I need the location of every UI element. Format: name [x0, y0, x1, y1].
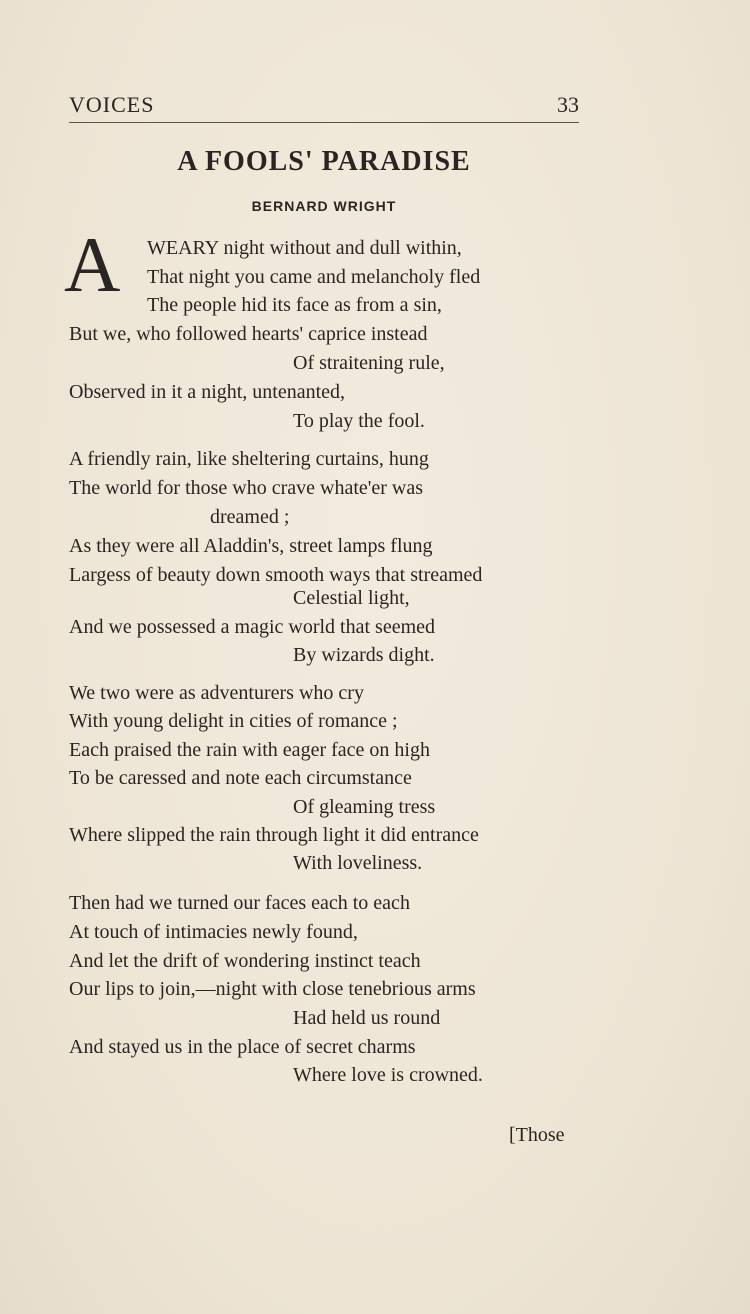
poem-line: As they were all Aladdin's, street lamps flung	[69, 535, 433, 557]
catchword: [Those	[509, 1124, 565, 1146]
running-head-title: VOICES	[69, 92, 155, 117]
poem-line: Where slipped the rain through light it did entrance	[69, 824, 479, 846]
poem-line: Celestial light,	[293, 587, 410, 609]
poem-line: And we possessed a magic world that seemed	[69, 616, 436, 638]
poem-line: WEARY night without and dull within,	[147, 237, 462, 259]
poem-line: Of straitening rule,	[293, 352, 445, 374]
page-number: 33	[557, 92, 579, 117]
poem-line: But we, who followed hearts' caprice instead	[69, 323, 428, 345]
poem-line: To be caressed and note each circumstance	[69, 767, 412, 789]
poem-line: Of gleaming tress	[293, 796, 436, 818]
poem-line: And stayed us in the place of secret charms	[69, 1036, 416, 1058]
poem-line: The world for those who crave whate'er was	[69, 477, 424, 499]
poem-author: BERNARD WRIGHT	[251, 198, 397, 214]
poem-line: Had held us round	[293, 1007, 441, 1029]
poem-line: dreamed ;	[210, 506, 290, 528]
poem-line: Then had we turned our faces each to each	[69, 892, 410, 914]
poem-line: And let the drift of wondering instinct teach	[69, 950, 421, 972]
poem-line: That night you came and melancholy fled	[147, 266, 481, 288]
poem-line: With loveliness.	[293, 852, 423, 874]
running-head	[69, 92, 579, 123]
poem-line: Each praised the rain with eager face on high	[69, 739, 430, 761]
poem-line: A friendly rain, like sheltering curtains, hung	[69, 448, 429, 470]
drop-cap: A	[64, 221, 121, 308]
poem-title: A FOOLS' PARADISE	[177, 146, 471, 177]
poem-line: We two were as adventurers who cry	[69, 682, 364, 704]
poem-line: Our lips to join,—night with close tenebrious arms	[69, 978, 476, 1000]
poem-line: At touch of intimacies newly found,	[69, 921, 358, 943]
poem-line: To play the fool.	[293, 410, 425, 432]
poem-line: Where love is crowned.	[293, 1064, 483, 1086]
poem-line: Observed in it a night, untenanted,	[69, 381, 346, 403]
poem-line: The people hid its face as from a sin,	[147, 294, 442, 316]
poem-line: Largess of beauty down smooth ways that streamed	[69, 564, 483, 586]
poem-line: By wizards dight.	[293, 644, 435, 666]
poem-line: With young delight in cities of romance ;	[69, 710, 398, 732]
